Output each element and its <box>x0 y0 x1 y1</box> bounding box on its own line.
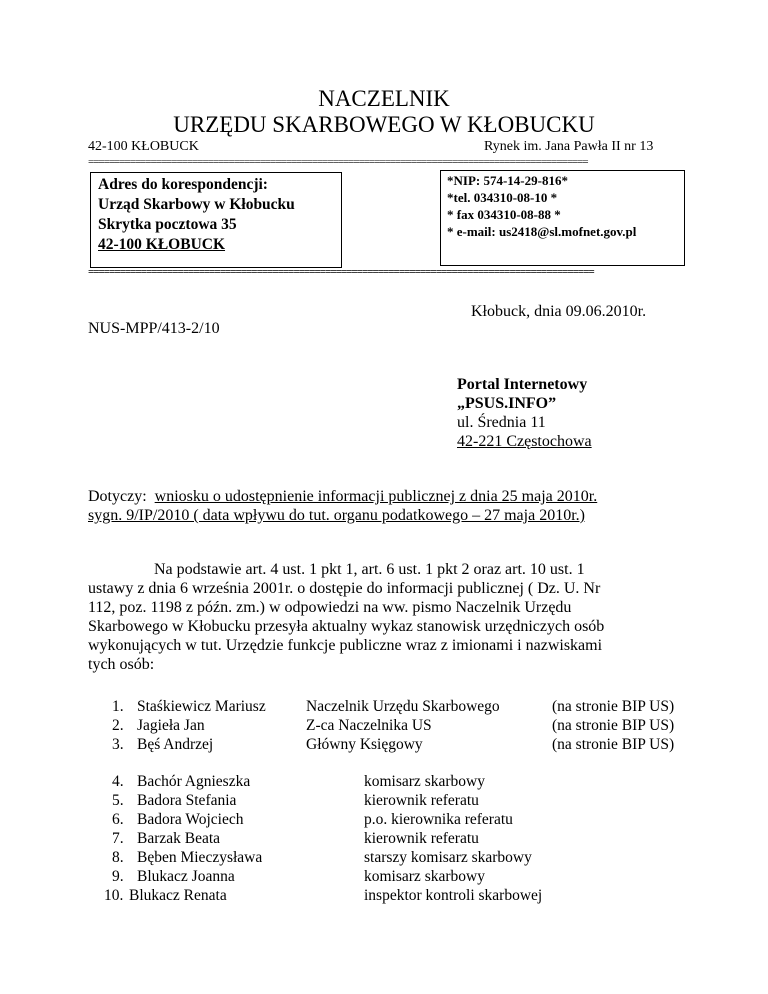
office-title-line2: URZĘDU SKARBOWEGO W KŁOBUCKU <box>173 112 595 137</box>
list-number: 3. <box>112 736 124 753</box>
postal-code-header: 42-100 KŁOBUCK <box>88 139 199 154</box>
nip-number: *NIP: 574-14-29-816* <box>447 173 568 188</box>
correspondence-box <box>90 172 342 268</box>
person-position: kierownik referatu <box>364 792 479 809</box>
recipient-name: Portal Internetowy <box>457 376 588 393</box>
body-line-2: ustawy z dnia 6 września 2001r. o dostępie do informacji publicznej ( Dz. U. Nr <box>88 580 601 597</box>
contact-box <box>440 170 685 266</box>
body-line-6: tych osób: <box>88 656 155 673</box>
list-number: 2. <box>112 717 124 734</box>
person-name: Staśkiewicz Mariusz <box>137 698 266 715</box>
person-position: komisarz skarbowy <box>364 773 485 790</box>
correspondence-office: Urząd Skarbowy w Kłobucku <box>98 196 295 213</box>
list-number: 7. <box>112 830 124 847</box>
subject-text-2: sygn. 9/IP/2010 ( data wpływu do tut. organu podatkowego – 27 maja 2010r.) <box>88 507 585 524</box>
person-position: kierownik referatu <box>364 830 479 847</box>
person-name: Badora Stefania <box>137 792 237 809</box>
person-name: Barzak Beata <box>137 830 221 847</box>
phone-number: *tel. 034310-08-10 * <box>447 190 558 205</box>
list-number: 1. <box>112 698 124 715</box>
person-name: Bęś Andrzej <box>137 736 214 753</box>
subject-label: Dotyczy: <box>88 488 147 505</box>
body-line-3: 112, poz. 1198 z późn. zm.) w odpowiedzi na ww. pismo Naczelnik Urzędu <box>88 599 572 616</box>
person-position: Główny Księgowy <box>306 736 423 753</box>
person-position: komisarz skarbowy <box>364 868 485 885</box>
reference-number: NUS-MPP/413-2/10 <box>88 320 220 337</box>
recipient-street: ul. Średnia 11 <box>457 414 546 431</box>
person-position: inspektor kontroli skarbowej <box>364 887 543 904</box>
body-line-4: Skarbowego w Kłobucku przesyła aktualny wykaz stanowisk urzędniczych osób <box>88 618 605 635</box>
email-address: * e-mail: us2418@sl.mofnet.gov.pl <box>447 224 637 239</box>
person-name: Bachór Agnieszka <box>137 773 251 790</box>
subject-line-1 <box>88 487 597 506</box>
person-position: starszy komisarz skarbowy <box>364 849 532 866</box>
person-position: Naczelnik Urzędu Skarbowego <box>306 698 500 715</box>
person-name: Blukacz Joanna <box>137 868 235 885</box>
correspondence-city <box>98 236 225 254</box>
subject-line-2 <box>88 506 585 525</box>
recipient-name-2: „PSUS.INFO” <box>457 395 557 412</box>
recipient-city-text: 42-221 Częstochowa <box>457 433 592 450</box>
list-number: 4. <box>112 773 124 790</box>
body-line-5: wykonujących w tut. Urzędzie funkcje publiczne wraz z imionami i nazwiskami <box>88 637 603 654</box>
person-position: p.o. kierownika referatu <box>364 811 513 828</box>
list-number: 5. <box>112 792 124 809</box>
letter-date: Kłobuck, dnia 09.06.2010r. <box>471 303 647 320</box>
section-divider: ================================================================================================ <box>88 266 594 278</box>
street-address-header: Rynek im. Jana Pawła II nr 13 <box>484 139 654 154</box>
person-name: Blukacz Renata <box>129 887 227 904</box>
office-title-line1: NACZELNIK <box>318 86 450 111</box>
fax-number: * fax 034310-08-88 * <box>447 207 561 222</box>
person-name: Badora Wojciech <box>137 811 244 828</box>
bip-note: (na stronie BIP US) <box>552 736 675 753</box>
list-number: 8. <box>112 849 124 866</box>
person-name: Jagieła Jan <box>137 717 205 734</box>
person-position: Z-ca Naczelnika US <box>306 717 432 734</box>
person-name: Bęben Mieczysława <box>137 849 263 866</box>
correspondence-label: Adres do korespondencji: <box>98 176 268 193</box>
correspondence-city-text: 42-100 KŁOBUCK <box>98 236 226 253</box>
header-divider: ================================================================================================ <box>88 156 588 168</box>
list-number: 6. <box>112 811 124 828</box>
list-number: 10. <box>104 887 124 904</box>
recipient-city <box>457 432 592 451</box>
bip-note: (na stronie BIP US) <box>552 698 675 715</box>
correspondence-pobox: Skrytka pocztowa 35 <box>98 216 237 233</box>
bip-note: (na stronie BIP US) <box>552 717 675 734</box>
list-number: 9. <box>112 868 124 885</box>
body-line-1: Na podstawie art. 4 ust. 1 pkt 1, art. 6 ust. 1 pkt 2 oraz art. 10 ust. 1 <box>154 561 585 578</box>
subject-text-1: wniosku o udostępnienie informacji publicznej z dnia 25 maja 2010r. <box>154 488 598 505</box>
